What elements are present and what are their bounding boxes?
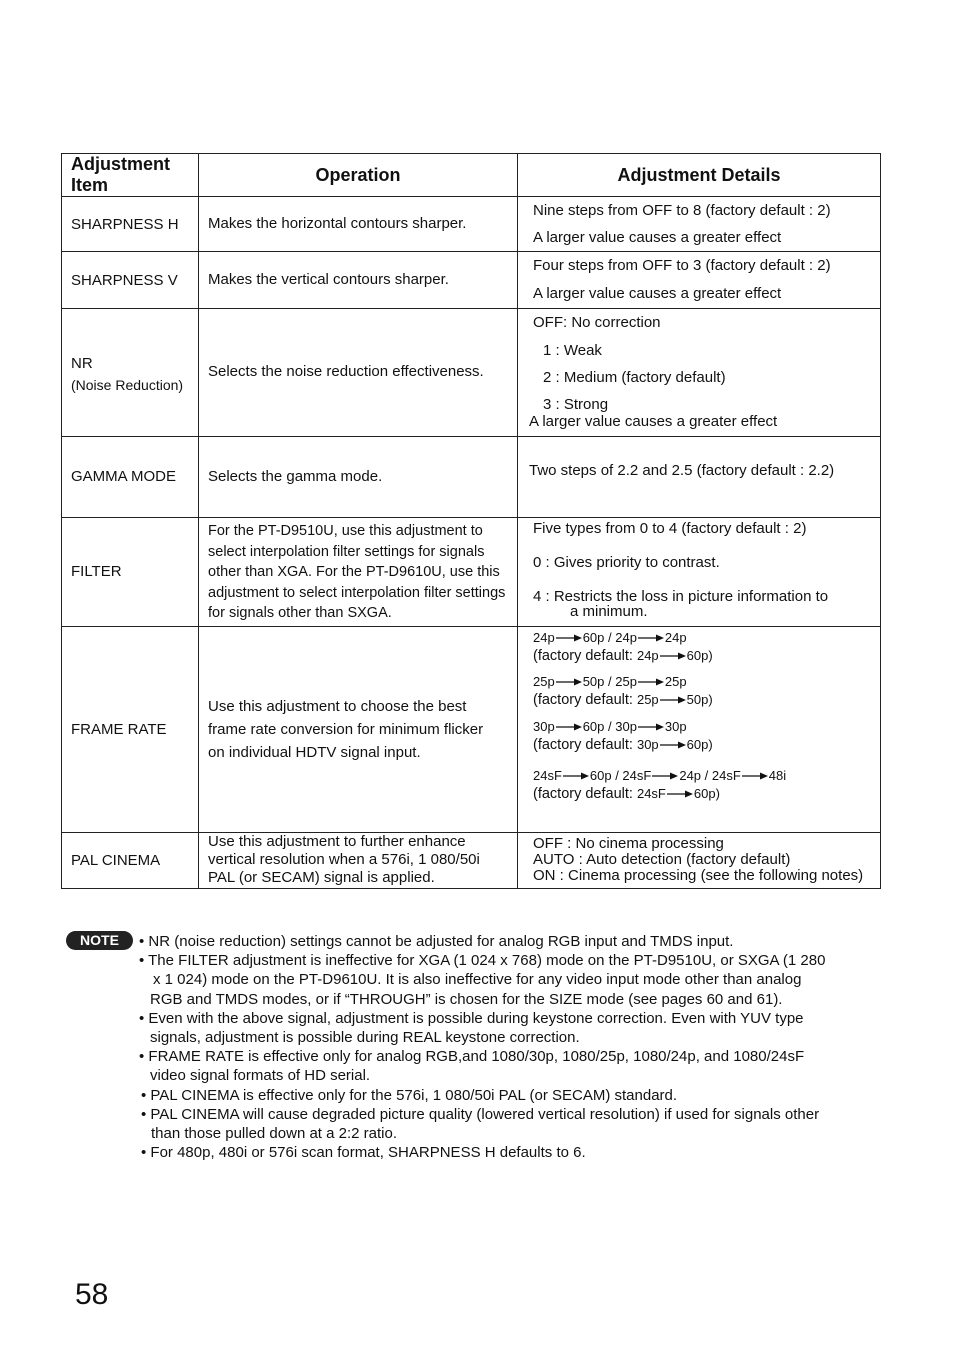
frame-rate-value: (factory default: <box>533 785 637 802</box>
operation-cell: Makes the vertical contours sharper. <box>199 252 518 309</box>
operation-line: vertical resolution when a 576i, 1 080/50i <box>208 851 480 868</box>
details-cell <box>518 517 881 626</box>
frame-rate-value: 30p <box>533 718 555 734</box>
frame-rate-value: 25p <box>664 673 687 689</box>
frame-rate-default-line <box>533 691 880 709</box>
operation-cell <box>199 626 518 832</box>
frame-rate-value: (factory default: <box>533 736 637 753</box>
frame-rate-value: 48i <box>768 767 787 783</box>
frame-rate-default-line <box>533 736 880 754</box>
frame-rate-conversion-line <box>533 767 880 785</box>
frame-rate-value: 30p <box>664 718 687 734</box>
right-arrow-icon <box>638 633 664 643</box>
frame-rate-default-line <box>533 785 880 803</box>
header-adjustment-details: Adjustment Details <box>518 154 881 197</box>
frame-rate-value: 60p) <box>686 647 713 663</box>
frame-rate-default-line <box>533 647 880 665</box>
frame-rate-value: 60p) <box>686 736 713 752</box>
table-row <box>62 626 881 832</box>
frame-rate-value: (factory default: <box>533 647 637 664</box>
operation-line: for signals other than SXGA. <box>208 605 392 622</box>
right-arrow-icon <box>556 722 582 732</box>
operation-line: adjustment to select interpolation filter settings <box>208 584 506 601</box>
adjustment-table <box>61 153 881 889</box>
note-line: • Even with the above signal, adjustment is possible during keystone correction. Even with YUV type <box>139 1009 804 1027</box>
note-line: • For 480p, 480i or 576i scan format, SHARPNESS H defaults to 6. <box>141 1144 586 1162</box>
details-line: 1 : Weak <box>543 341 602 359</box>
details-line: Five types from 0 to 4 (factory default : 2) <box>533 519 807 537</box>
right-arrow-icon <box>660 695 686 705</box>
details-line: 0 : Gives priority to contrast. <box>533 553 720 571</box>
right-arrow-icon <box>556 633 582 643</box>
note-line: signals, adjustment is possible during REAL keystone correction. <box>150 1029 580 1047</box>
details-cell <box>518 197 881 252</box>
item-cell: GAMMA MODE <box>62 436 199 517</box>
right-arrow-icon <box>638 677 664 687</box>
note-line: video signal formats of HD serial. <box>150 1067 371 1085</box>
right-arrow-icon <box>660 651 686 661</box>
right-arrow-icon <box>638 722 664 732</box>
frame-rate-value: 30p <box>636 736 659 752</box>
right-arrow-icon <box>556 677 582 687</box>
details-line: OFF: No correction <box>533 314 661 331</box>
right-arrow-icon <box>742 771 768 781</box>
frame-rate-conversion-line <box>533 629 880 647</box>
details-line: Nine steps from OFF to 8 (factory default : 2) <box>533 202 831 219</box>
details-line: OFF : No cinema processing <box>533 835 724 852</box>
item-label: NR <box>71 355 93 373</box>
details-line: a minimum. <box>570 602 648 620</box>
item-cell: SHARPNESS V <box>62 252 199 309</box>
details-cell: Two steps of 2.2 and 2.5 (factory default : 2.2) <box>518 436 881 517</box>
details-line: 2 : Medium (factory default) <box>543 369 726 386</box>
frame-rate-value: 24p / 24sF <box>679 767 741 783</box>
frame-rate-value: 24p <box>664 629 687 645</box>
details-line: ON : Cinema processing (see the following notes) <box>533 867 864 884</box>
item-cell: SHARPNESS H <box>62 197 199 252</box>
frame-rate-value: 60p / 24sF <box>589 767 652 783</box>
details-line: A larger value causes a greater effect <box>533 229 782 246</box>
note-line: • The FILTER adjustment is ineffective for XGA (1 024 x 768) mode on the PT-D9510U, or SXGA (1 280 <box>139 952 826 970</box>
operation-line: Use this adjustment to choose the best <box>208 697 467 715</box>
frame-rate-value: 60p / 24p <box>582 629 637 645</box>
operation-line: frame rate conversion for minimum flicker <box>208 720 484 738</box>
frame-rate-value: 50p) <box>686 691 713 707</box>
frame-rate-conversion-line <box>533 718 880 736</box>
note-line: • FRAME RATE is effective only for analog RGB,and 1080/30p, 1080/25p, 1080/24p, and 1080/24sF <box>139 1048 805 1066</box>
item-cell: FILTER <box>62 517 199 626</box>
details-cell <box>518 626 881 832</box>
frame-rate-value: 24sF <box>533 767 562 783</box>
frame-rate-value: 24sF <box>636 785 666 801</box>
note-line: than those pulled down at a 2:2 ratio. <box>151 1125 398 1143</box>
note-line: x 1 024) mode on the PT-D9610U. It is also ineffective for any video input mode other than analog <box>153 971 802 989</box>
table-row <box>62 517 881 626</box>
table-header-row <box>62 154 881 197</box>
frame-rate-value: 25p <box>533 673 555 689</box>
page-number: 58 <box>75 1278 109 1311</box>
operation-line: For the PT-D9510U, use this adjustment to <box>208 523 483 540</box>
operation-cell: Selects the gamma mode. <box>199 436 518 517</box>
operation-cell: Selects the noise reduction effectiveness. <box>199 309 518 437</box>
operation-cell: Makes the horizontal contours sharper. <box>199 197 518 252</box>
operation-cell <box>199 832 518 888</box>
frame-rate-value: 60p) <box>693 785 720 801</box>
operation-line: PAL (or SECAM) signal is applied. <box>208 869 435 886</box>
item-cell: FRAME RATE <box>62 626 199 832</box>
note-line: • PAL CINEMA is effective only for the 576i, 1 080/50i PAL (or SECAM) standard. <box>141 1086 678 1104</box>
right-arrow-icon <box>563 771 589 781</box>
right-arrow-icon <box>660 740 686 750</box>
header-operation: Operation <box>199 154 518 197</box>
details-cell <box>518 832 881 888</box>
details-line: 3 : Strong <box>543 395 609 413</box>
item-cell: PAL CINEMA <box>62 832 199 888</box>
item-cell <box>62 309 199 437</box>
details-cell <box>518 252 881 309</box>
note-line: • PAL CINEMA will cause degraded picture quality (lowered vertical resolution) if used for signals other <box>141 1105 820 1123</box>
note-line: • NR (noise reduction) settings cannot be adjusted for analog RGB input and TMDS input. <box>139 933 734 950</box>
operation-line: select interpolation filter settings for signals <box>208 543 485 560</box>
frame-rate-value: 25p <box>636 691 659 707</box>
frame-rate-value: (factory default: <box>533 691 637 708</box>
item-sub-label: (Noise Reduction) <box>71 377 184 394</box>
details-line: Four steps from OFF to 3 (factory default : 2) <box>533 257 831 274</box>
right-arrow-icon <box>667 789 693 799</box>
note-line: RGB and TMDS modes, or if “THROUGH” is chosen for the SIZE mode (see pages 60 and 61). <box>150 990 783 1008</box>
operation-cell <box>199 517 518 626</box>
note-badge: NOTE <box>66 931 133 950</box>
right-arrow-icon <box>652 771 678 781</box>
frame-rate-value: 24p <box>636 647 659 663</box>
table-row <box>62 197 881 252</box>
frame-rate-value: 60p / 30p <box>582 718 637 734</box>
table-row <box>62 832 881 888</box>
operation-line: other than XGA. For the PT-D9610U, use this <box>208 564 500 581</box>
notes-list <box>139 932 879 1162</box>
table-row <box>62 309 881 437</box>
details-line: AUTO : Auto detection (factory default) <box>533 851 791 868</box>
details-cell <box>518 309 881 437</box>
operation-line: Use this adjustment to further enhance <box>208 833 466 850</box>
frame-rate-conversion-line <box>533 673 880 691</box>
details-line: 4 : Restricts the loss in picture information to <box>533 587 829 605</box>
table-row <box>62 436 881 517</box>
frame-rate-value: 24p <box>533 629 555 645</box>
frame-rate-value: 50p / 25p <box>582 673 637 689</box>
details-line: A larger value causes a greater effect <box>529 412 778 430</box>
operation-line: on individual HDTV signal input. <box>208 743 421 761</box>
header-adjustment-item: Adjustment Item <box>62 154 199 197</box>
table-row <box>62 252 881 309</box>
details-line: A larger value causes a greater effect <box>533 285 782 302</box>
